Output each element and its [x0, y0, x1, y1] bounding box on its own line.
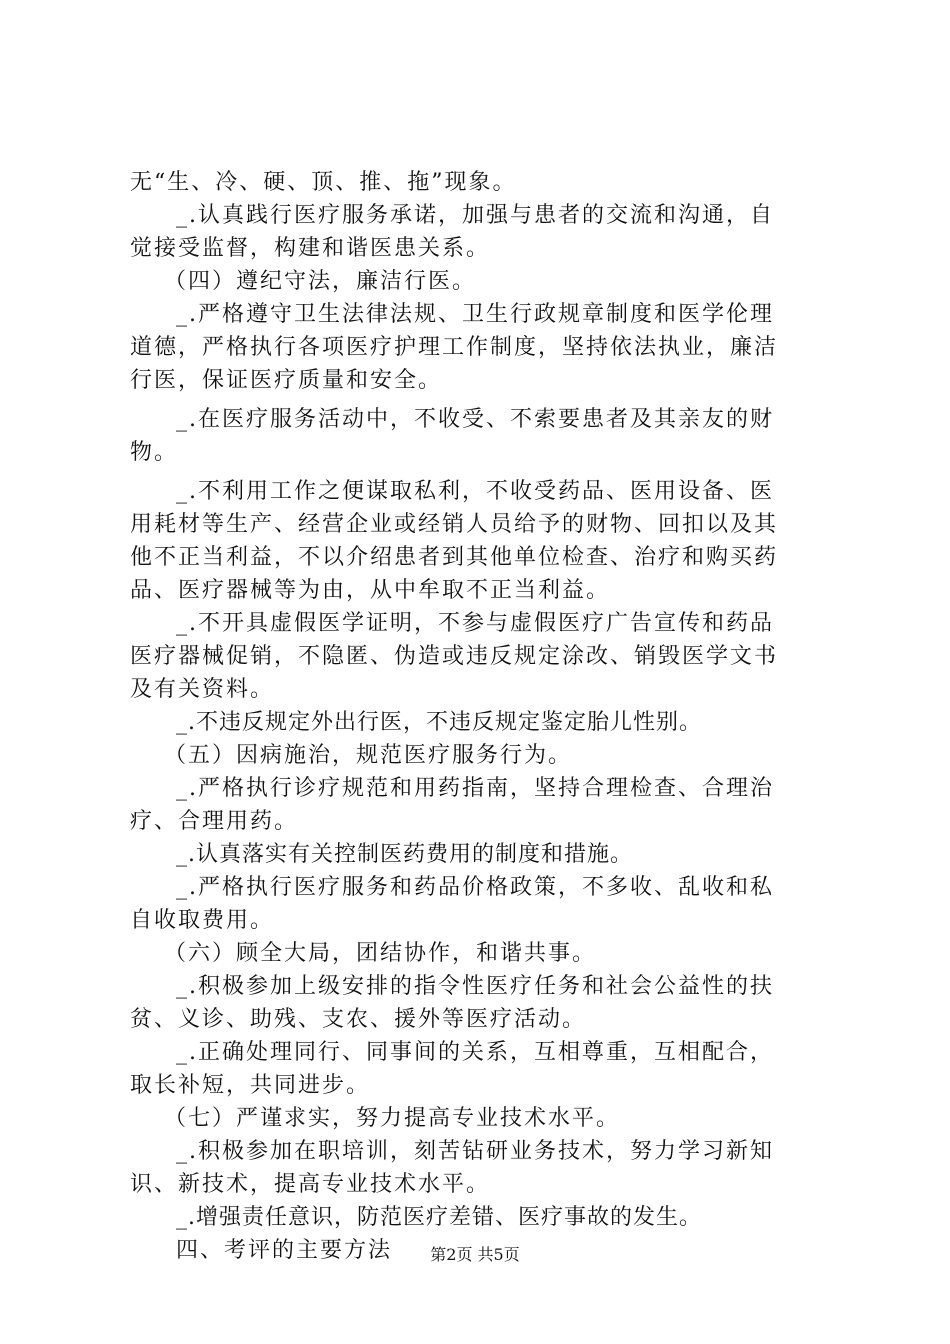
text-line: 无“生、冷、硬、顶、推、拖”现象。: [130, 170, 517, 195]
text-line: 道德，严格执行各项医疗护理工作制度，坚持依法执业，廉洁: [130, 335, 779, 360]
section-heading: （五）因病施治，规范医疗服务行为。: [164, 743, 573, 768]
text-line: _.严格执行医疗服务和药品价格政策，不多收、乱收和私: [176, 875, 774, 900]
text-line: _.不开具虚假医学证明，不参与虚假医疗广告宣传和药品: [176, 611, 774, 636]
text-line: 觉接受监督，构建和谐医患关系。: [130, 236, 491, 261]
text-line: 物。: [130, 440, 179, 465]
text-line: _.不利用工作之便谋取私利，不收受药品、医用设备、医: [176, 479, 774, 504]
section-heading: （四）遵纪守法，廉洁行医。: [164, 269, 477, 294]
text-line: _.正确处理同行、同事间的关系，互相尊重，互相配合，: [176, 1040, 774, 1065]
text-line: 及有关资料。: [130, 677, 275, 702]
text-line: 他不正当利益，不以介绍患者到其他单位检查、治疗和购买药: [130, 545, 779, 570]
section-heading: （七）严谨求实，努力提高专业技术水平。: [164, 1106, 621, 1131]
text-line: _.积极参加在职培训，刻苦钻研业务技术，努力学习新知: [176, 1139, 774, 1164]
text-line: _.不违反规定外出行医，不违反规定鉴定胎儿性别。: [176, 710, 702, 735]
text-line: 取长补短，共同进步。: [130, 1073, 371, 1098]
page-footer: 第2页 共5页: [430, 1245, 520, 1264]
text-line: _.增强责任意识，防范医疗差错、医疗事故的发生。: [176, 1205, 702, 1230]
text-line: _.在医疗服务活动中，不收受、不索要患者及其亲友的财: [176, 407, 774, 432]
text-line: _.认真践行医疗服务承诺，加强与患者的交流和沟通，自: [176, 203, 774, 228]
text-line: _.积极参加上级安排的指令性医疗任务和社会公益性的扶: [176, 974, 774, 999]
text-line: _.认真落实有关控制医药费用的制度和措施。: [176, 842, 633, 867]
text-line: 医疗器械促销，不隐匿、伪造或违反规定涂改、销毁医学文书: [130, 644, 779, 669]
chapter-heading: 四、考评的主要方法: [176, 1238, 393, 1263]
section-heading: （六）顾全大局，团结协作，和谐共事。: [164, 941, 597, 966]
text-line: 识、新技术，提高专业技术水平。: [130, 1172, 491, 1197]
text-line: 疗、合理用药。: [130, 809, 299, 834]
text-line: 品、医疗器械等为由，从中牟取不正当利益。: [130, 578, 611, 603]
document-body: [130, 166, 830, 1267]
text-line: _.严格执行诊疗规范和用药指南，坚持合理检查、合理治: [176, 776, 774, 801]
text-line: 用耗材等生产、经营企业或经销人员给予的财物、回扣以及其: [130, 512, 779, 537]
text-line: 自收取费用。: [130, 908, 275, 933]
text-line: _.严格遵守卫生法律法规、卫生行政规章制度和医学伦理: [176, 302, 774, 327]
text-line: 贫、义诊、助残、支农、援外等医疗活动。: [130, 1007, 587, 1032]
text-line: 行医，保证医疗质量和安全。: [130, 368, 443, 393]
